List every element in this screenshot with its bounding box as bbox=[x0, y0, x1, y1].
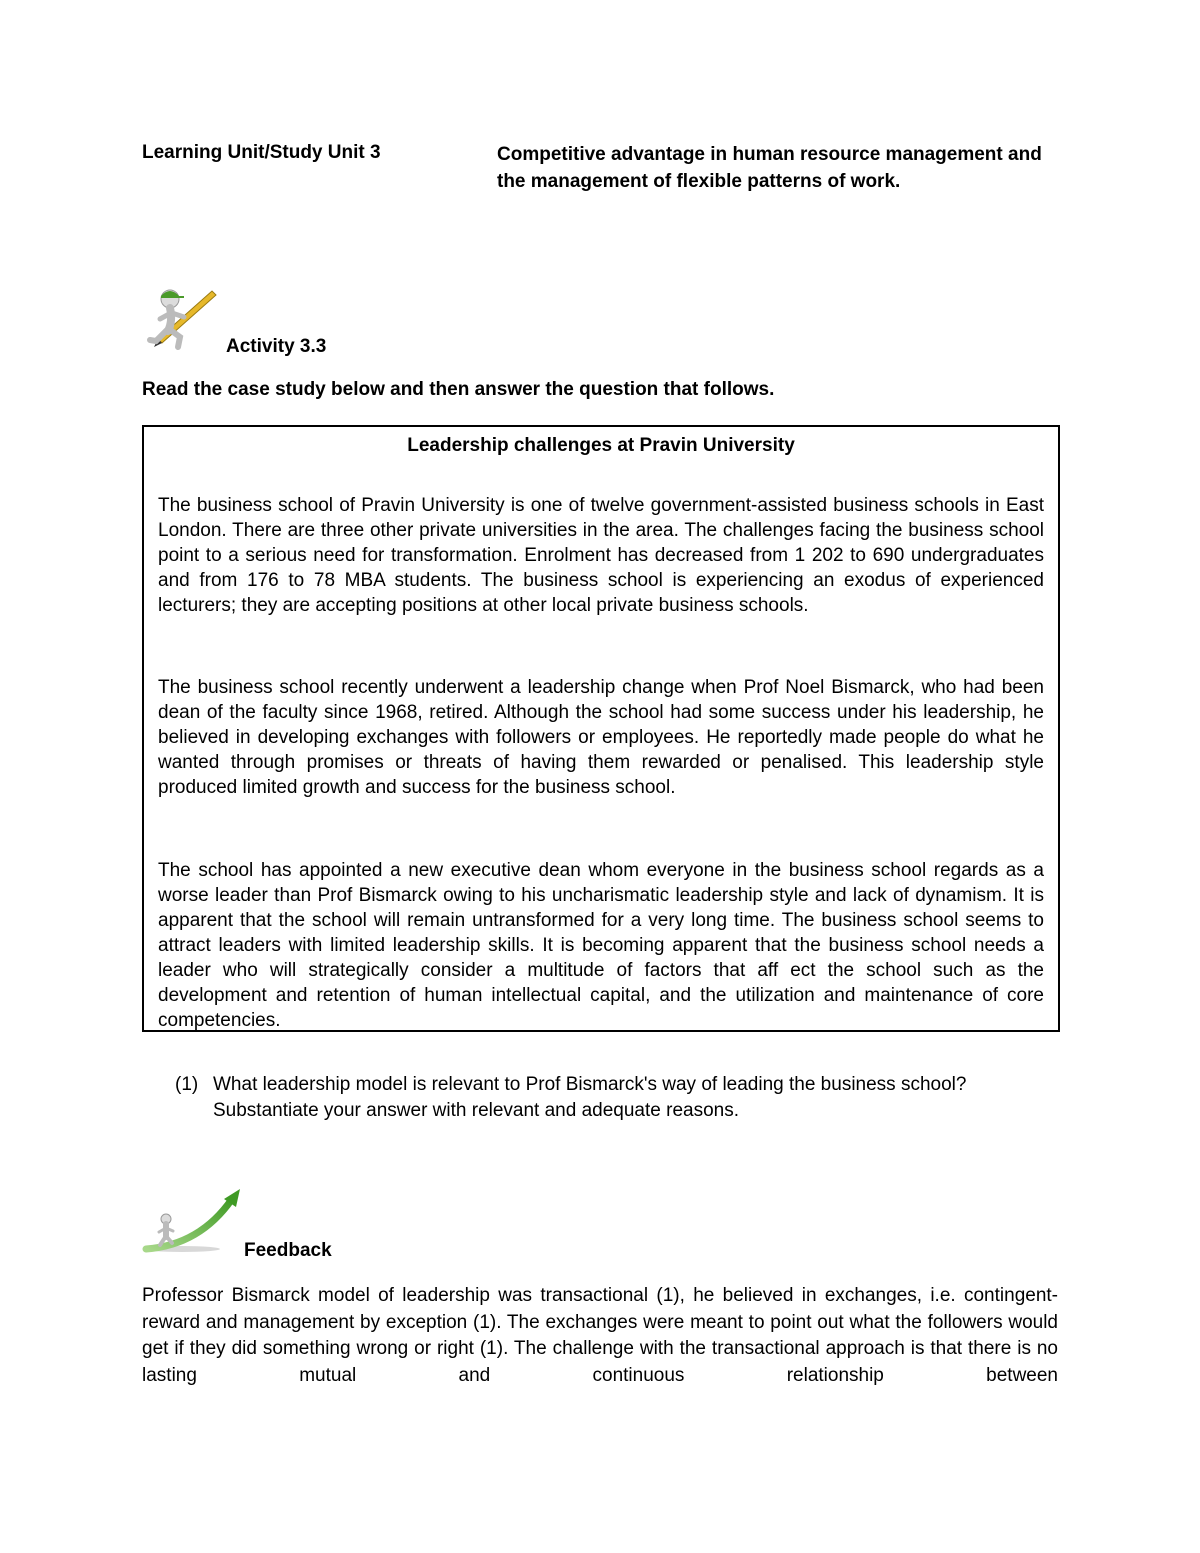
case-study-paragraph: The business school of Pravin University is one of twelve government-assisted business schools in East London. There are three other private universities in the area. The challenges facing the business school point to a serious need for transformation. Enrolment has decreased from 1 202 to 690 undergraduates and from 176 to 78 MBA students. The business school is experiencing an exodus of experienced lecturers; they are accepting positions at other local private business schools. bbox=[158, 495, 1044, 616]
case-study-box bbox=[142, 425, 1060, 1032]
case-study-title: Leadership challenges at Pravin University bbox=[407, 435, 795, 456]
unit-label: Learning Unit/Study Unit 3 bbox=[142, 142, 381, 163]
feedback-title: Feedback bbox=[244, 1240, 332, 1261]
unit-title: Competitive advantage in human resource management and the management of flexible patterns of work. bbox=[497, 144, 1042, 192]
question-text: What leadership model is relevant to Prof Bismarck's way of leading the business school? Substantiate your answer with relevant and adequate reasons. bbox=[213, 1074, 967, 1121]
question-number: (1) bbox=[175, 1074, 199, 1095]
growth-arrow-icon bbox=[140, 1185, 244, 1255]
feedback-text: Professor Bismarck model of leadership was transactional (1), he believed in exchanges, i.e. contingent-reward and management by exception (1). The exchanges were meant to point out what the followers would get if they did something wrong or right (1). The challenge with the transactional approach is that there is no lasting mutual and continuous relationship between bbox=[142, 1285, 1058, 1386]
runner-with-pencil-icon bbox=[140, 283, 220, 351]
case-study-paragraph: The school has appointed a new executive dean whom everyone in the business school regards as a worse leader than Prof Bismarck owing to his uncharismatic leadership style and lack of dynamism. It is apparent that the school will remain untransformed for a very long time. The business school seems to attract leaders with limited leadership skills. It is becoming apparent that the business school needs a leader who will strategically consider a multitude of factors that aff ect the school such as the development and retention of human intellectual capital, and the utilization and maintenance of core competencies. bbox=[158, 860, 1044, 1031]
case-study-paragraph: The business school recently underwent a leadership change when Prof Noel Bismarck, who had been dean of the faculty since 1968, retired. Although the school had some success under his leadership, he believed in developing exchanges with followers or employees. He reportedly made people do what he wanted through promises or threats of having them rewarded or penalised. This leadership style produced limited growth and success for the business school. bbox=[158, 677, 1044, 798]
activity-instruction: Read the case study below and then answer the question that follows. bbox=[142, 379, 775, 400]
activity-title: Activity 3.3 bbox=[226, 336, 327, 357]
